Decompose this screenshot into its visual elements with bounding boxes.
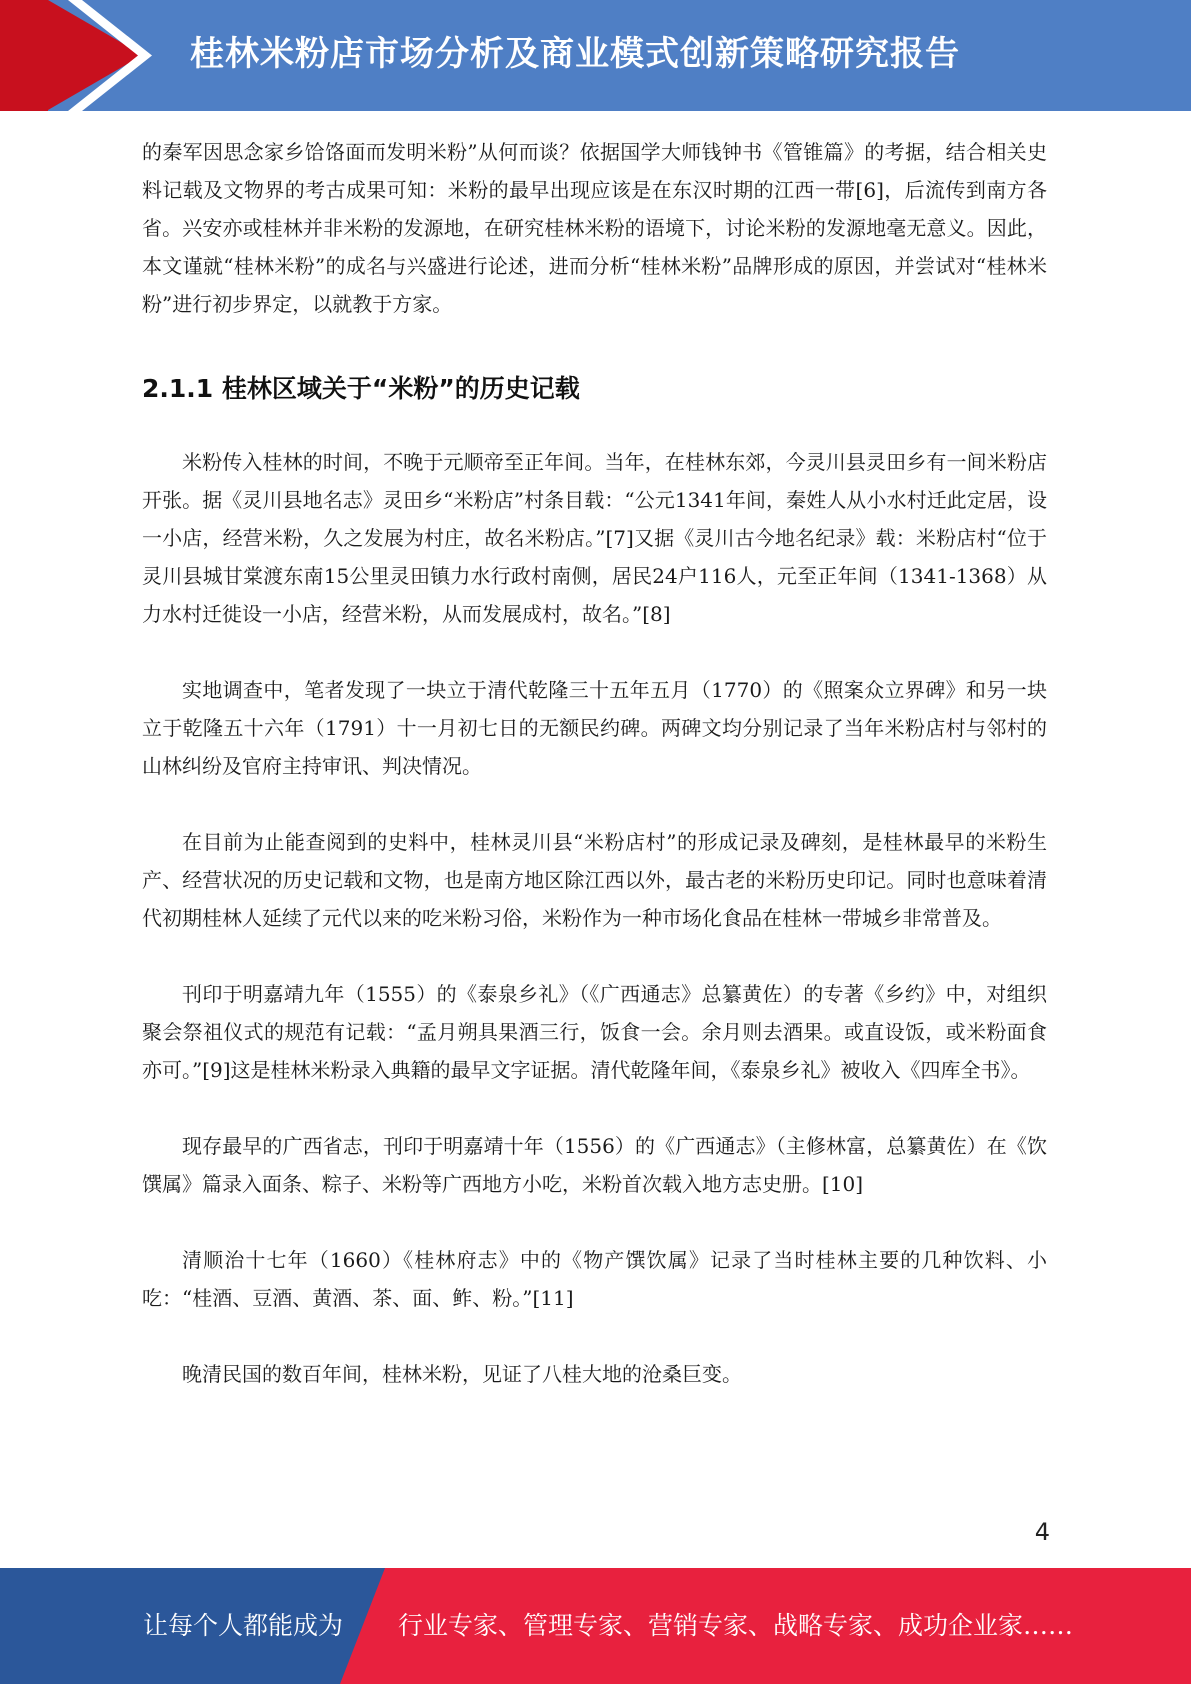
footer-slogan-right: 行业专家、管理专家、营销专家、战略专家、成功企业家…… bbox=[398, 1611, 1074, 1640]
paragraph-5: 现存最早的广西省志，刊印于明嘉靖十年（1556）的《广西通志》（主修林富，总纂黄佐）在《饮馔属》篇录入面条、粽子、米粉等广西地方小吃，米粉首次载入地方志史册。[10] bbox=[142, 1134, 1047, 1196]
paragraph-2: 实地调查中，笔者发现了一块立于清代乾隆三十五年五月（1770）的《照案众立界碑》和另一块立于乾隆五十六年（1791）十一月初七日的无额民约碑。两碑文均分别记录了当年米粉店村与邻村的山林纠纷及官府主持审讯、判决情况。 bbox=[142, 678, 1047, 778]
header-red-block bbox=[0, 0, 48, 111]
paragraph-4: 刊印于明嘉靖九年（1555）的《泰泉乡礼》（《广西通志》总纂黄佐）的专著《乡约》中，对组织聚会祭祖仪式的规范有记载：“孟月朔具果酒三行，饭食一会。余月则去酒果。或直设饭，或米粉面食亦可。”[9]这是桂林米粉录入典籍的最早文字证据。清代乾隆年间，《泰泉乡礼》被收入《四库全书》。 bbox=[142, 982, 1047, 1082]
paragraph-1: 米粉传入桂林的时间，不晚于元顺帝至正年间。当年，在桂林东郊，今灵川县灵田乡有一间米粉店开张。据《灵川县地名志》灵田乡“米粉店”村条目载：“公元1341年间，秦姓人从小水村迁此定居，设一小店，经营米粉，久之发展为村庄，故名米粉店。”[7]又据《灵川古今地名纪录》载：米粉店村“位于灵川县城甘棠渡东南15公里灵田镇力水行政村南侧，居民24户116人，元至正年间（1341-1368）从力水村迁徙设一小店，经营米粉，从而发展成村，故名。”[8] bbox=[142, 450, 1047, 626]
page-number: 4 bbox=[1034, 1518, 1050, 1546]
paragraph-6: 清顺治十七年（1660）《桂林府志》中的《物产馔饮属》记录了当时桂林主要的几种饮料、小吃：“桂酒、豆酒、黄酒、茶、面、鲊、粉。”[11] bbox=[142, 1248, 1047, 1310]
section-heading: 2.1.1 桂林区域关于“米粉”的历史记载 bbox=[142, 374, 580, 403]
paragraph-7: 晚清民国的数百年间，桂林米粉，见证了八桂大地的沧桑巨变。 bbox=[182, 1362, 742, 1386]
report-title: 桂林米粉店市场分析及商业模式创新策略研究报告 bbox=[190, 34, 960, 74]
page-header bbox=[0, 0, 1191, 111]
document-body bbox=[142, 133, 1047, 1393]
page-footer bbox=[0, 1568, 1191, 1684]
footer-slogan-left: 让每个人都能成为 bbox=[143, 1611, 344, 1640]
intro-paragraph: 的秦军因思念家乡饸饹面而发明米粉”从何而谈？依据国学大师钱钟书《管锥篇》的考据，结合相关史料记载及文物界的考古成果可知：米粉的最早出现应该是在东汉时期的江西一带[6]，后流传到南方各省。兴安亦或桂林并非米粉的发源地，在研究桂林米粉的语境下，讨论米粉的发源地毫无意义。因此，本文谨就“桂林米粉”的成名与兴盛进行论述，进而分析“桂林米粉”品牌形成的原因，并尝试对“桂林米粉”进行初步界定，以就教于方家。 bbox=[142, 140, 1047, 316]
paragraph-3: 在目前为止能查阅到的史料中，桂林灵川县“米粉店村”的形成记录及碑刻，是桂林最早的米粉生产、经营状况的历史记载和文物，也是南方地区除江西以外，最古老的米粉历史印记。同时也意味着清代初期桂林人延续了元代以来的吃米粉习俗，米粉作为一种市场化食品在桂林一带城乡非常普及。 bbox=[142, 830, 1047, 930]
